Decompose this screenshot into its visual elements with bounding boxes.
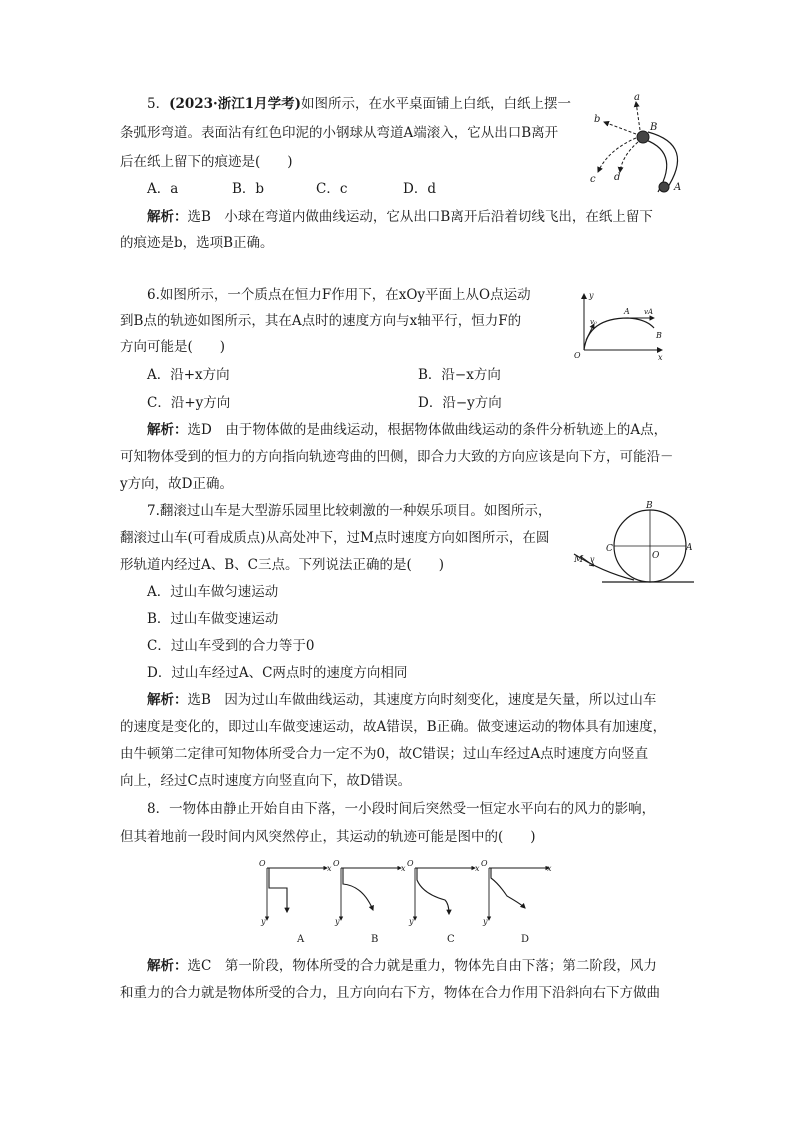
q8-a-label-x: x <box>327 864 332 873</box>
q7-analysis-line3: 由牛顿第二定律可知物体所受合力一定不为0，故C错误；过山车经过A点时速度方向竖直 <box>120 746 649 762</box>
q7-line2: 翻滚过山车(可看成质点)从高处冲下，过M点时速度方向如图所示，在圆 <box>120 530 550 546</box>
q6-fig-label-O: O <box>574 351 581 360</box>
q7-analysis-line2: 的速度是变化的，即过山车做变速运动，故A错误，B正确。做变速运动的物体具有加速度， <box>120 719 667 735</box>
q7-line1: 7.翻滚过山车是大型游乐园里比较刺激的一种娱乐项目。如图所示， <box>147 503 552 519</box>
q6-analysis-line3: y方向，故D正确。 <box>120 476 233 492</box>
q6-option-d: D．沿−y方向 <box>418 395 502 411</box>
q8-b-label-O: O <box>333 859 340 868</box>
q5-option-a: A．a <box>147 181 179 197</box>
q8-d-label-y: y <box>483 917 488 926</box>
q8-d-label-x: x <box>547 864 552 873</box>
q8-analysis-line2: 和重力的合力就是物体所受的合力，且方向向右下方，物体在合力作用下沿斜向右下方做曲 <box>120 985 660 1001</box>
q8-a-label-y: y <box>261 917 266 926</box>
q8-panel-b <box>333 859 406 945</box>
q6-line3: 方向可能是( ) <box>120 339 226 355</box>
q5-fig-label-A: A <box>674 182 682 193</box>
q5-line3: 后在纸上留下的痕迹是( ) <box>120 154 293 170</box>
q5-fig-label-c: c <box>590 174 596 185</box>
q8-label-c: C <box>447 934 455 945</box>
q6-line1: 6.如图所示，一个质点在恒力F作用下，在xOy平面上从O点运动 <box>147 287 531 303</box>
q7-fig-label-O: O <box>652 551 660 561</box>
q7-fig-label-B: B <box>646 501 653 511</box>
q7-fig-label-v: v <box>590 555 595 564</box>
q6-line2: 到B点的轨迹如图所示，其在A点时的速度方向与x轴平行，恒力F的 <box>120 313 522 329</box>
q6-fig-label-A: A <box>624 307 630 316</box>
q6-option-a: A．沿+x方向 <box>147 367 230 383</box>
q8-c-label-O: O <box>407 859 414 868</box>
q7-line3: 形轨道内经过A、B、C三点。下列说法正确的是( ) <box>120 557 445 573</box>
q6-fig-label-vA: vA <box>644 308 654 316</box>
q7-option-c: C．过山车受到的合力等于0 <box>147 638 315 654</box>
q5-option-d: D．d <box>403 181 436 197</box>
q8-analysis-line1: 解析：选C 第一阶段，物体所受的合力就是重力，物体先自由下落；第二阶段，风力 <box>147 958 657 974</box>
q7-analysis-line1: 解析：选B 因为过山车做曲线运动，其速度方向时刻变化，速度是矢量，所以过山车 <box>147 692 657 708</box>
q5-source: (2023·浙江1月学考) <box>169 96 302 112</box>
q5-fig-label-d: d <box>614 172 621 183</box>
q8-panel-a <box>259 859 332 945</box>
q6-analysis-line1: 解析：选D 由于物体做的是曲线运动，根据物体做曲线运动的条件分析轨迹上的A点， <box>147 422 668 438</box>
q6-fig-label-x: x <box>658 353 663 362</box>
q8-figure <box>255 858 555 950</box>
q6-fig-label-v0: v₀ <box>590 318 597 326</box>
q5-line2: 条弧形弯道。表面沾有红色印泥的小钢球从弯道A端滚入，它从出口B离开 <box>120 125 559 141</box>
q8-label-a: A <box>297 934 305 945</box>
q7-fig-label-M: M <box>574 555 584 565</box>
q6-option-b: B．沿−x方向 <box>418 367 501 383</box>
q7-fig-label-C: C <box>606 544 613 554</box>
q7-analysis-line4: 向上，经过C点时速度方向竖直向下，故D错误。 <box>120 773 412 789</box>
q8-label-d: D <box>521 934 530 945</box>
q5-analysis-line1: 解析：选B 小球在弯道内做曲线运动，它从出口B离开后沿着切线飞出，在纸上留下 <box>147 209 653 225</box>
q7-fig-label-A: A <box>686 543 693 553</box>
q6-fig-label-B: B <box>656 331 662 340</box>
q5-analysis-line2: 的痕迹是b，选项B正确。 <box>120 235 274 251</box>
q7-option-b: B．过山车做变速运动 <box>147 611 279 627</box>
q8-c-label-y: y <box>409 917 414 926</box>
q5-fig-label-B: B <box>650 122 658 133</box>
q5-option-c: C．c <box>316 181 348 197</box>
q8-line1: 8．一物体由静止开始自由下落，一小段时间后突然受一恒定水平向右的风力的影响， <box>147 801 656 817</box>
q5-fig-label-b: b <box>594 114 601 125</box>
q7-figure <box>572 500 702 590</box>
q8-b-label-y: y <box>335 917 340 926</box>
q8-a-label-O: O <box>259 859 266 868</box>
q6-analysis-line2: 可知物体受到的恒力的方向指向轨迹弯曲的凹侧，即合力大致的方向应该是向下方，可能沿－ <box>120 449 674 465</box>
q8-c-label-x: x <box>475 864 480 873</box>
q5-figure <box>578 90 698 200</box>
q7-option-a: A．过山车做匀速运动 <box>147 584 279 600</box>
q7-option-d: D．过山车经过A、C两点时的速度方向相同 <box>147 665 408 681</box>
q6-option-c: C．沿+y方向 <box>147 395 231 411</box>
q8-label-b: B <box>371 934 379 945</box>
q8-panel-c <box>407 859 480 945</box>
q5-option-b: B．b <box>232 181 265 197</box>
q8-panel-d <box>481 859 552 945</box>
q6-figure <box>570 288 670 363</box>
q8-d-label-O: O <box>481 859 488 868</box>
q5-line1: 5．(2023·浙江1月学考)如图所示，在水平桌面铺上白纸，白纸上摆一 <box>147 96 572 112</box>
q6-fig-label-y: y <box>589 291 594 300</box>
q5-fig-label-a: a <box>634 92 640 103</box>
q8-b-label-x: x <box>401 864 406 873</box>
q8-line2: 但其着地前一段时间内风突然停止，其运动的轨迹可能是图中的( ) <box>120 829 536 845</box>
